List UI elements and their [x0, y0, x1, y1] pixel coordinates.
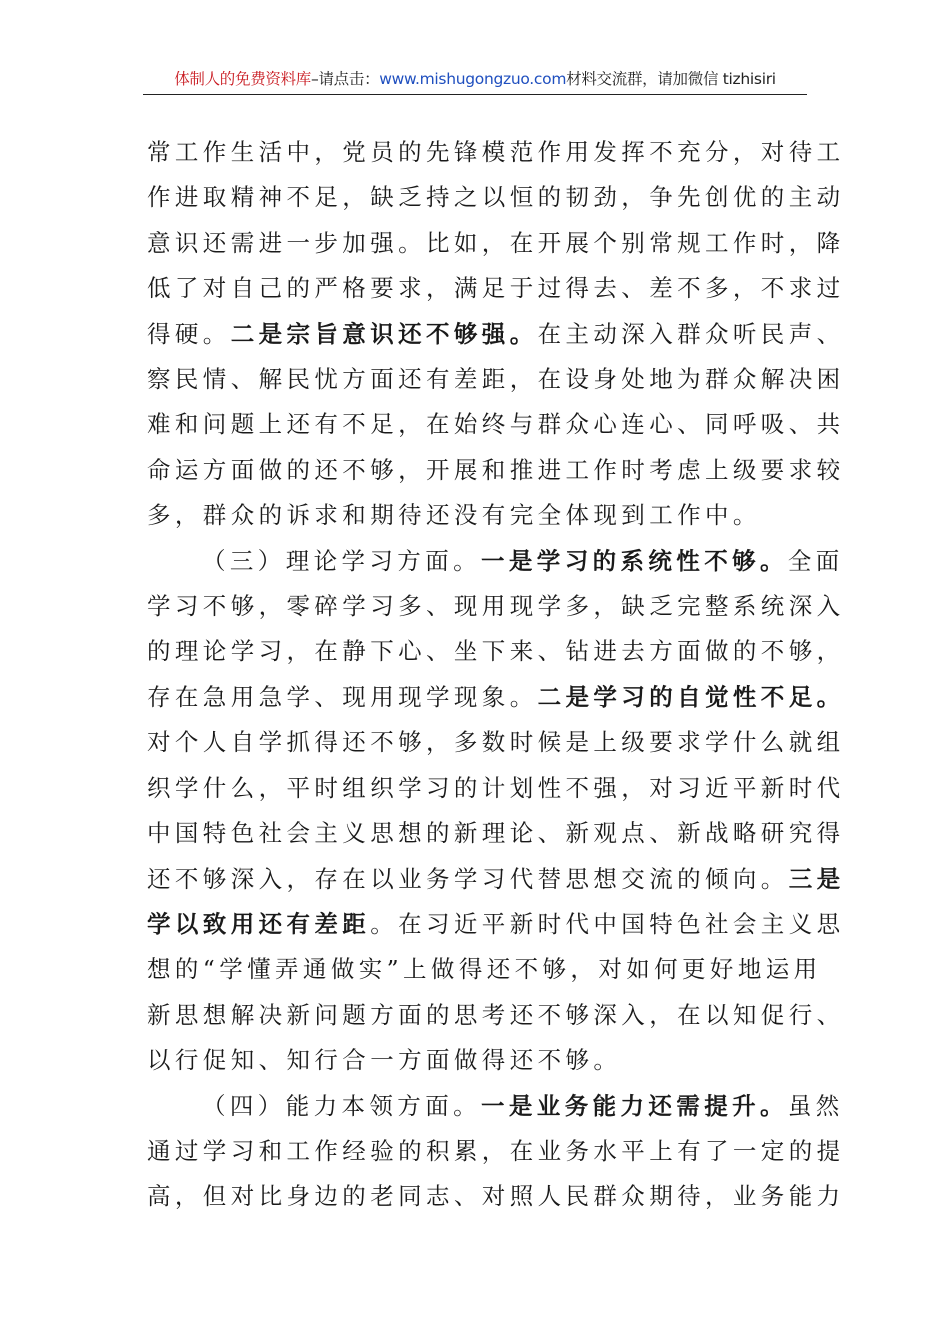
paragraph-continuation [147, 130, 845, 539]
text-line [147, 539, 844, 584]
text-line: 的理论学习，在静下心、坐下来、钻进去方面做的不够， [147, 637, 845, 666]
header-note: 材料交流群，请加微信 tizhisiri [566, 70, 776, 88]
text-line: 难和问题上还有不足，在始终与群众心连心、同呼吸、共 [147, 410, 845, 439]
text-span: 在主动深入群众听民声、 [537, 319, 845, 348]
text-span: 还不够深入，存在以业务学习代替思想交流的倾向。 [147, 864, 789, 893]
text-line: 中国特色社会主义思想的新理论、新观点、新战略研究得 [147, 819, 845, 848]
paragraph-ability [147, 1084, 845, 1220]
text-span: 存在急用急学、现用现学现象。 [147, 682, 538, 711]
text-line: 对个人自学抓得还不够，多数时候是上级要求学什么就组 [147, 728, 845, 757]
text-line [147, 312, 845, 357]
text-line [147, 1084, 844, 1129]
text-span: 。在习近平新时代中国特色社会主义思 [370, 909, 845, 938]
text-line: 低了对自己的严格要求，满足于过得去、差不多，不求过 [147, 274, 845, 303]
bold-heading: 二是学习的自觉性不足。 [537, 682, 845, 711]
text-line: 作进取精神不足，缺乏持之以恒的韧劲，争先创优的主动 [147, 183, 845, 212]
text-line: 以行促知、知行合一方面做得还不够。 [147, 1046, 622, 1075]
text-line: 织学什么，平时组织学习的计划性不强，对习近平新时代 [147, 773, 845, 802]
bold-heading: 一是学习的系统性不够。 [481, 546, 788, 575]
header-url-link[interactable]: www.mishugongzuo.com [379, 70, 567, 88]
text-line: 多，群众的诉求和期待还没有完全体现到工作中。 [147, 501, 761, 530]
text-span: 虽然 [787, 1091, 844, 1120]
header-prompt: –请点击： [311, 70, 380, 88]
text-line: 常工作生活中，党员的先锋模范作用发挥不充分，对待工 [147, 138, 845, 166]
section-heading: （四）能力本领方面。 [202, 1091, 481, 1120]
text-span: 全面 [787, 546, 844, 575]
text-line: 新思想解决新问题方面的思考还不够深入，在以知促行、 [147, 1000, 845, 1029]
bold-heading: 一是业务能力还需提升。 [481, 1091, 788, 1120]
text-line: 高，但对比身边的老同志、对照人民群众期待，业务能力 [147, 1182, 845, 1211]
bold-heading: 三是 [788, 864, 845, 893]
text-line: 学习不够，零碎学习多、现用现学多，缺乏完整系统深入 [147, 592, 845, 621]
text-span: 得硬。 [147, 319, 231, 348]
bold-heading: 二是宗旨意识还不够强。 [230, 319, 538, 348]
section-heading: （三）理论学习方面。 [202, 546, 481, 575]
text-line: 通过学习和工作经验的积累，在业务水平上有了一定的提 [147, 1136, 845, 1165]
header-brand: 体制人的免费资料库 [174, 70, 312, 88]
paragraph-theory-study [147, 539, 845, 1084]
page-header [143, 64, 807, 95]
text-line [147, 902, 845, 947]
bold-heading: 学以致用还有差距 [147, 909, 371, 938]
text-line: 察民情、解民忧方面还有差距，在设身处地为群众解决困 [147, 365, 845, 394]
text-line: 想的“学懂弄通做实”上做得还不够，对如何更好地运用 [147, 955, 822, 984]
document-body [147, 130, 845, 1220]
text-line: 命运方面做的还不够，开展和推进工作时考虑上级要求较 [147, 455, 845, 484]
text-line [147, 857, 845, 902]
text-line: 意识还需进一步加强。比如，在开展个别常规工作时，降 [147, 228, 845, 257]
text-line [147, 675, 845, 720]
